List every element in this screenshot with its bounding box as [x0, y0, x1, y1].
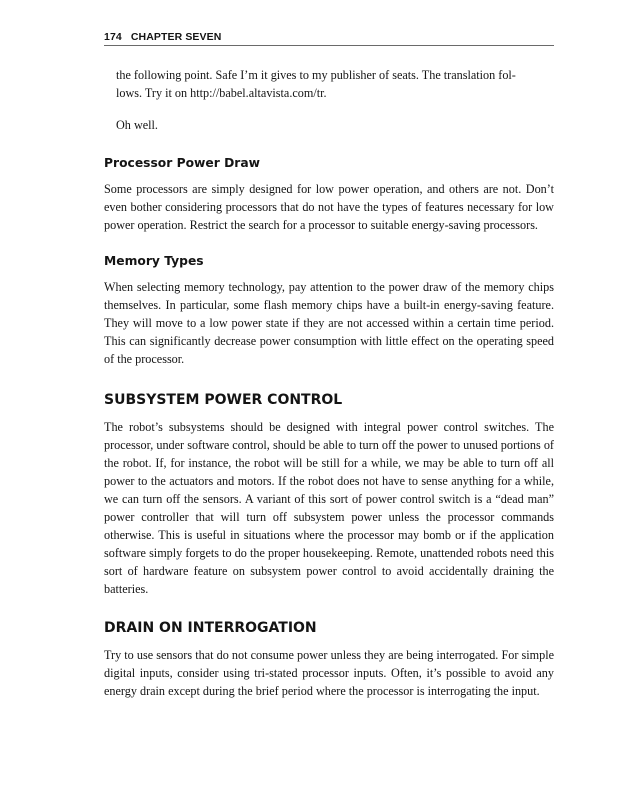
intro-line-2: lows. Try it on http://babel.altavista.com/tr. — [116, 86, 327, 100]
paragraph-memory-types: When selecting memory technology, pay attention to the power draw of the memory chips themselves. In particular, some flash memory chips have a built-in energy-saving feature. They will move to a low power state if they are not accessed within a certain time period. This can significantly decrease power consumption with little effect on the operating speed of the processor. — [104, 280, 554, 366]
intro-oh-well: Oh well. — [116, 118, 158, 132]
heading-memory-types: Memory Types — [104, 254, 204, 268]
heading-processor-power-draw: Processor Power Draw — [104, 156, 261, 170]
running-head — [104, 31, 554, 46]
heading-drain-on-interrogation: DRAIN ON INTERROGATION — [104, 620, 317, 636]
intro-line-1: the following point. Safe I’m it gives to my publisher of seats. The translation fol- — [116, 68, 516, 82]
paragraph-processor-power-draw: Some processors are simply designed for low power operation, and others are not. Don’t even bother considering processors that do not have the types of features necessary for low power operation. Restrict the search for a processor to suitable energy-saving processors. — [104, 182, 554, 232]
paragraph-subsystem-power-control: The robot’s subsystems should be designed with integral power control switches. The processor, under software control, should be able to turn off the power to unused portions of the robot. If, for instance, the robot will be still for a while, we may be able to turn off all power to the actuators and motors. If the robot does not have to sense anything for a while, we can turn off the sensors. A variant of this sort of power control switch is a “dead man” power controller that will turn off subsystem power unless the processor commands otherwise. This is useful in situations where the processor may bomb or if the application software simply forgets to do the proper housekeeping. Remote, unattended robots need this sort of hardware feature on subsystem power control to avoid accidentally draining the batteries. — [104, 420, 554, 596]
paragraph-drain-on-interrogation: Try to use sensors that do not consume power unless they are being interrogated. For simple digital inputs, consider using tri-stated processor inputs. Often, it’s possible to avoid any energy drain except during the brief period where the processor is interrogating the input. — [104, 648, 554, 698]
page-body — [104, 66, 554, 700]
heading-subsystem-power-control: SUBSYSTEM POWER CONTROL — [104, 392, 343, 408]
chapter-title: CHAPTER SEVEN — [130, 31, 222, 43]
page-number: 174 — [104, 31, 122, 43]
